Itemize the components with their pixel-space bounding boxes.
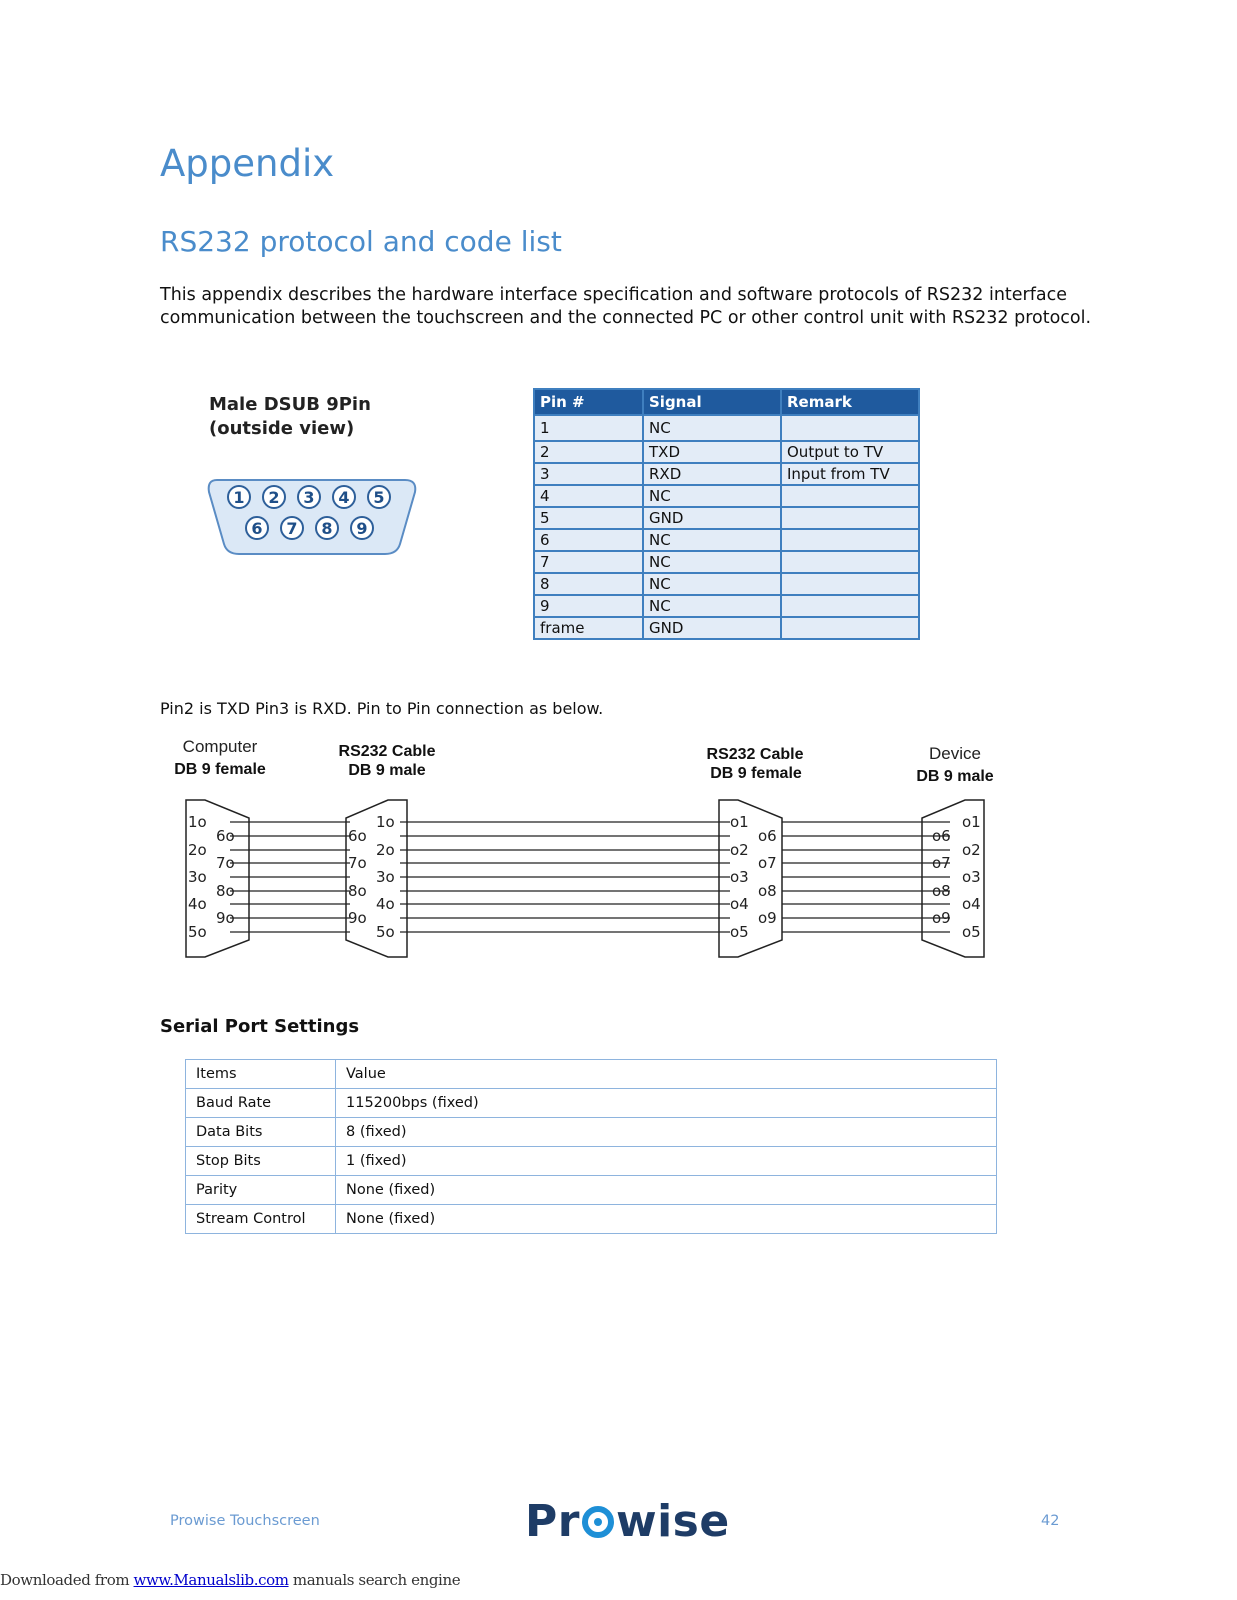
pin-table-row xyxy=(534,617,919,639)
signal-cell: RXD xyxy=(643,463,781,485)
computer-pin-label: 7o xyxy=(216,854,235,872)
pin-table-header-row xyxy=(534,389,919,415)
device-pin-label: o7 xyxy=(932,854,951,872)
connector-caption-line1: Male DSUB 9Pin xyxy=(209,394,371,415)
cable1-pin-label: 7o xyxy=(348,854,367,872)
cable1-pin-label: 4o xyxy=(376,895,395,913)
device-pin-label: o9 xyxy=(932,909,951,927)
cable2-subtitle: DB 9 female xyxy=(710,765,802,782)
download-notice xyxy=(0,1571,460,1589)
pin-number: 4 xyxy=(338,488,350,507)
settings-key: Items xyxy=(186,1060,336,1089)
computer-pin-label: 6o xyxy=(216,827,235,845)
settings-key: Data Bits xyxy=(186,1118,336,1147)
wiring-diagram xyxy=(170,740,1010,980)
cable1-title: RS232 Cable xyxy=(338,743,436,760)
cable1-pin-label: 1o xyxy=(376,813,395,831)
cable1-pin-label: 9o xyxy=(348,909,367,927)
cable2-pin-label: o7 xyxy=(758,854,777,872)
pin-number: 2 xyxy=(268,488,280,507)
remark-cell: Output to TV xyxy=(781,441,919,463)
settings-row xyxy=(186,1176,997,1205)
serial-settings-title: Serial Port Settings xyxy=(160,1016,360,1037)
section-title: RS232 protocol and code list xyxy=(160,225,562,258)
computer-pin-label: 1o xyxy=(188,813,207,831)
settings-value: None (fixed) xyxy=(336,1205,997,1234)
pin-table-row xyxy=(534,595,919,617)
settings-value: None (fixed) xyxy=(336,1176,997,1205)
cable2-pin-label: o9 xyxy=(758,909,777,927)
computer-pin-label: 9o xyxy=(216,909,235,927)
cable2-pin-label: o6 xyxy=(758,827,777,845)
pin-number: 9 xyxy=(356,519,368,538)
cable1-pin-label: 2o xyxy=(376,841,395,859)
settings-key: Baud Rate xyxy=(186,1089,336,1118)
pin-cell: 1 xyxy=(534,415,643,441)
settings-row xyxy=(186,1205,997,1234)
cable1-subtitle: DB 9 male xyxy=(348,762,426,779)
pin-table-row xyxy=(534,485,919,507)
remark-cell xyxy=(781,595,919,617)
cable2-pin-label: o4 xyxy=(730,895,749,913)
signal-cell: NC xyxy=(643,595,781,617)
device-pin-label: o3 xyxy=(962,868,981,886)
signal-cell: NC xyxy=(643,485,781,507)
cable2-title: RS232 Cable xyxy=(706,746,804,763)
cable1-pin-label: 5o xyxy=(376,923,395,941)
computer-pin-label: 5o xyxy=(188,923,207,941)
download-prefix: Downloaded from xyxy=(0,1571,134,1589)
settings-value: 1 (fixed) xyxy=(336,1147,997,1176)
remark-cell xyxy=(781,507,919,529)
computer-pin-label: 3o xyxy=(188,868,207,886)
connector-caption xyxy=(209,393,371,441)
header-cell-pin: Pin # xyxy=(534,389,643,415)
signal-cell: NC xyxy=(643,573,781,595)
page-title: Appendix xyxy=(160,142,335,185)
computer-subtitle: DB 9 female xyxy=(174,761,266,778)
pin-connection-note: Pin2 is TXD Pin3 is RXD. Pin to Pin connection as below. xyxy=(160,699,604,718)
cable2-pin-label: o8 xyxy=(758,882,777,900)
cable2-pin-label: o3 xyxy=(730,868,749,886)
remark-cell xyxy=(781,485,919,507)
prowise-logo xyxy=(525,1496,730,1547)
logo-eye-icon xyxy=(581,1505,615,1539)
header-cell-remark: Remark xyxy=(781,389,919,415)
device-subtitle: DB 9 male xyxy=(916,768,994,785)
signal-cell: GND xyxy=(643,507,781,529)
settings-value: 8 (fixed) xyxy=(336,1118,997,1147)
cable2-pin-label: o2 xyxy=(730,841,749,859)
remark-cell: Input from TV xyxy=(781,463,919,485)
page-number: 42 xyxy=(1041,1513,1060,1529)
intro-paragraph: This appendix describes the hardware interface specification and software protocols of RS232 interface communication between the touchscreen and the connected PC or other control unit with RS232 protocol. xyxy=(160,285,1092,328)
settings-row xyxy=(186,1060,997,1089)
pin-number: 8 xyxy=(321,519,333,538)
connector-wiring xyxy=(186,800,984,957)
device-pin-label: o1 xyxy=(962,813,981,831)
settings-key: Stop Bits xyxy=(186,1147,336,1176)
device-pin-label: o4 xyxy=(962,895,981,913)
device-title: Device xyxy=(929,744,981,763)
pin-number: 1 xyxy=(233,488,245,507)
pin-table-row xyxy=(534,551,919,573)
pin-cell: 6 xyxy=(534,529,643,551)
settings-value: Value xyxy=(336,1060,997,1089)
pin-number: 3 xyxy=(303,488,315,507)
pin-table-row xyxy=(534,507,919,529)
computer-title: Computer xyxy=(182,740,258,756)
logo-text-right: wise xyxy=(615,1496,730,1547)
footer-product-name: Prowise Touchscreen xyxy=(170,1513,320,1529)
pin-cell: 2 xyxy=(534,441,643,463)
cable2-connector-outline xyxy=(719,800,782,957)
pin-cell: 9 xyxy=(534,595,643,617)
pin-cell: 4 xyxy=(534,485,643,507)
cable2-pin-label: o1 xyxy=(730,813,749,831)
pin-cell: 8 xyxy=(534,573,643,595)
remark-cell xyxy=(781,617,919,639)
signal-cell: TXD xyxy=(643,441,781,463)
computer-pin-label: 4o xyxy=(188,895,207,913)
cable1-pin-label: 6o xyxy=(348,827,367,845)
remark-cell xyxy=(781,529,919,551)
signal-cell: GND xyxy=(643,617,781,639)
settings-row xyxy=(186,1118,997,1147)
settings-row xyxy=(186,1147,997,1176)
device-pin-label: o5 xyxy=(962,923,981,941)
cable1-pin-label: 3o xyxy=(376,868,395,886)
pin-number: 5 xyxy=(373,488,385,507)
settings-row xyxy=(186,1089,997,1118)
pin-cell: 5 xyxy=(534,507,643,529)
logo-text-left: Pr xyxy=(525,1496,580,1547)
settings-key: Parity xyxy=(186,1176,336,1205)
serial-settings-table xyxy=(185,1059,997,1234)
header-cell-signal: Signal xyxy=(643,389,781,415)
pin-cell: frame xyxy=(534,617,643,639)
dsub-connector-diagram xyxy=(207,478,417,562)
device-pin-label: o2 xyxy=(962,841,981,859)
computer-pin-label: 2o xyxy=(188,841,207,859)
download-suffix: manuals search engine xyxy=(288,1571,461,1589)
pin-cell: 3 xyxy=(534,463,643,485)
cable1-pin-label: 8o xyxy=(348,882,367,900)
pin-table-row xyxy=(534,415,919,441)
remark-cell xyxy=(781,415,919,441)
device-pin-label: o8 xyxy=(932,882,951,900)
manualslib-link[interactable]: www.Manualslib.com xyxy=(133,1571,289,1589)
pin-assignment-table xyxy=(533,388,920,640)
signal-cell: NC xyxy=(643,529,781,551)
remark-cell xyxy=(781,551,919,573)
computer-pin-label: 8o xyxy=(216,882,235,900)
device-pin-label: o6 xyxy=(932,827,951,845)
pin-number: 6 xyxy=(251,519,263,538)
settings-key: Stream Control xyxy=(186,1205,336,1234)
signal-cell: NC xyxy=(643,551,781,573)
pin-table-row xyxy=(534,441,919,463)
pin-cell: 7 xyxy=(534,551,643,573)
connector-caption-line2: (outside view) xyxy=(209,418,355,439)
pin-table-row xyxy=(534,463,919,485)
cable2-pin-label: o5 xyxy=(730,923,749,941)
signal-cell: NC xyxy=(643,415,781,441)
remark-cell xyxy=(781,573,919,595)
pin-number: 7 xyxy=(286,519,298,538)
pin-table-row xyxy=(534,529,919,551)
settings-value: 115200bps (fixed) xyxy=(336,1089,997,1118)
pin-table-row xyxy=(534,573,919,595)
